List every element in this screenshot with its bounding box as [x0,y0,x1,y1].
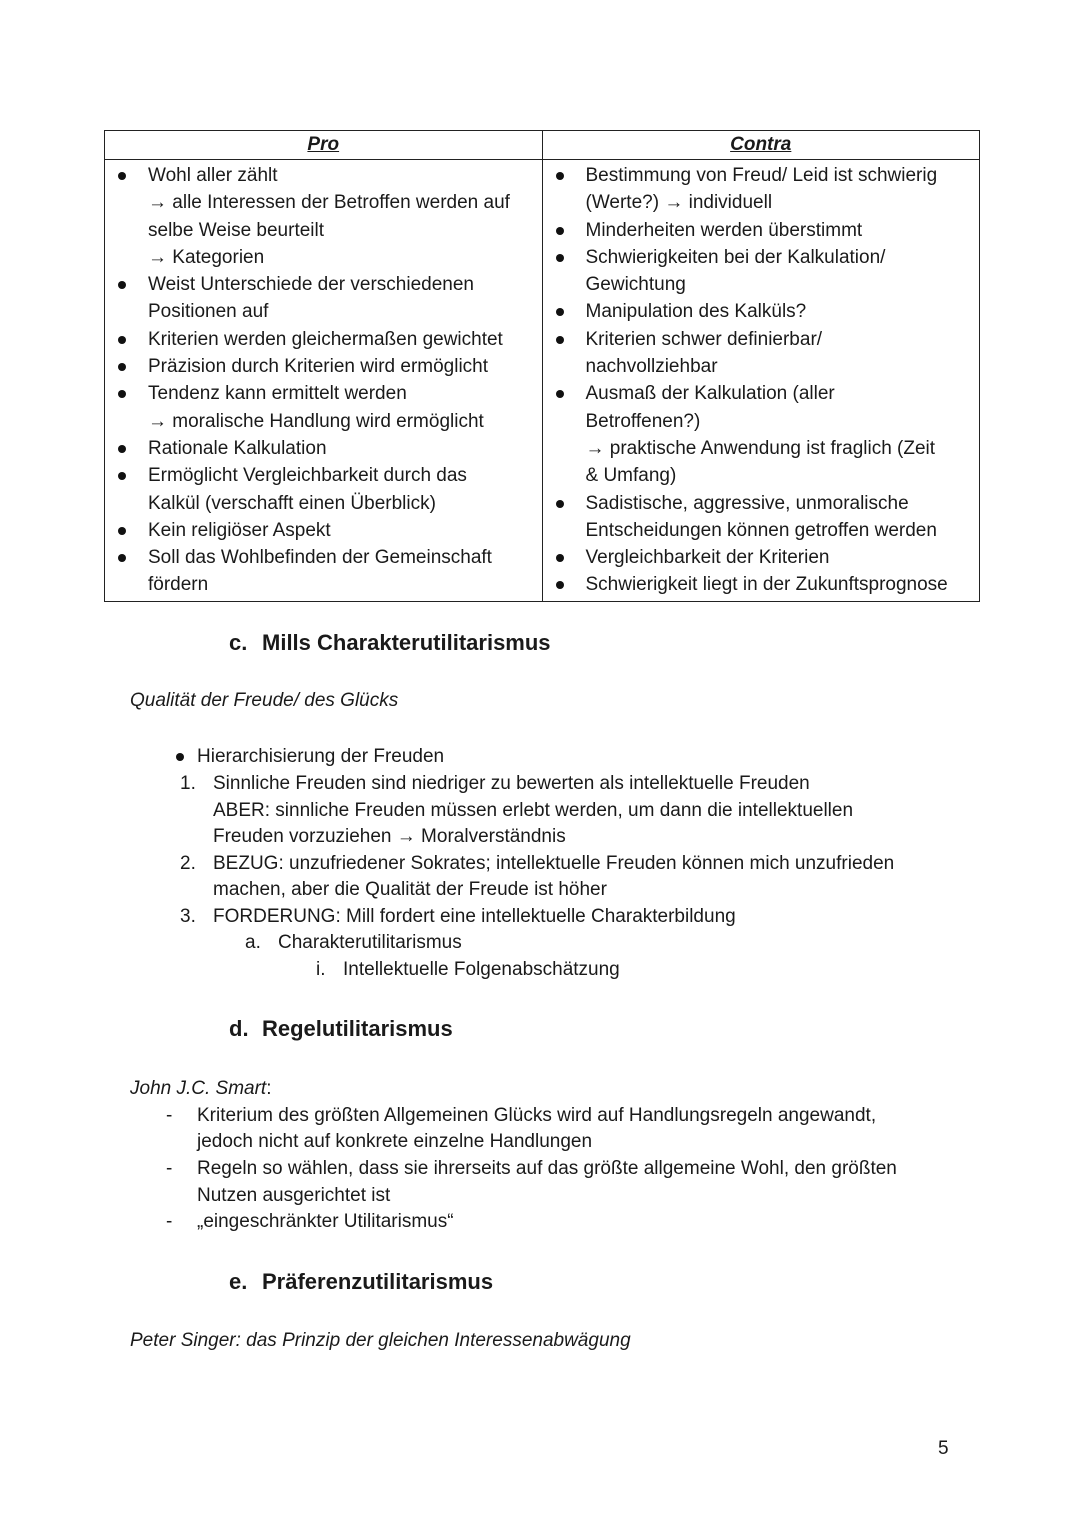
dash-2: - [166,1158,173,1179]
section-d-label: d. [229,1016,249,1041]
contra-header: Contra [542,131,980,160]
page-number: 5 [938,1438,949,1459]
d-item-3-line-1: „eingeschränkter Utilitarismus“ [197,1211,454,1232]
pro-item [105,435,542,462]
item-i-text: Intellektuelle Folgenabschätzung [343,959,620,980]
list-number-3: 3. [180,906,196,927]
d-item-2-line-1: Regeln so wählen, dass sie ihrerseits auf das größte allgemeine Wohl, den größten [197,1158,897,1179]
item-3-line-1: FORDERUNG: Mill fordert eine intellektuelle Charakterbildung [213,906,736,927]
section-d-title: Regelutilitarismus [262,1016,453,1041]
contra-item [543,490,980,545]
contra-item-line: Gewichtung [585,274,686,296]
pro-item [105,517,542,544]
author-colon: : [266,1078,272,1099]
contra-item-line: Bestimmung von Freud/ Leid ist schwierig [585,165,938,186]
pro-item-line: → moralische Handlung wird ermöglicht [148,410,484,432]
contra-item-line: Schwierigkeiten bei der Kalkulation/ [585,246,886,268]
section-e-title: Präferenzutilitarismus [262,1269,494,1294]
pro-header: Pro [105,131,543,160]
item-a-text: Charakterutilitarismus [278,932,462,953]
contra-item [543,380,980,489]
contra-list [543,162,980,599]
contra-item-line: Betroffenen?) [585,410,701,432]
contra-item-line: Sadistische, aggressive, unmoralische [585,492,909,514]
contra-item [543,544,980,571]
pro-contra-table [104,130,980,602]
pro-item-line: → Kategorien [148,246,265,268]
pro-item-line: Tendenz kann ermittelt werden [148,383,407,405]
d-item-1-line-2: jedoch nicht auf konkrete einzelne Handlungen [197,1131,593,1152]
pro-item-line: Soll das Wohlbefinden der Gemeinschaft [148,547,492,569]
contra-item-line: Vergleichbarkeit der Kriterien [585,547,830,569]
contra-item-line: Entscheidungen können getroffen werden [585,519,937,541]
item-1-line-2: ABER: sinnliche Freuden müssen erlebt werden, um dann die intellektuellen [213,800,854,821]
contra-item-line: Schwierigkeit liegt in der Zukunftsprognose [585,574,948,596]
contra-item-line: Kriterien schwer definierbar/ [585,328,823,350]
list-letter-a: a. [245,932,261,953]
contra-item-line: → praktische Anwendung ist fraglich (Zeit [585,437,936,459]
pro-item-line: Weist Unterschiede der verschiedenen [148,274,474,296]
section-c-title: Mills Charakterutilitarismus [262,630,551,655]
section-c-label: c. [229,630,248,655]
pro-item-line: → alle Interessen der Betroffen werden auf [148,192,510,214]
dash-3: - [166,1211,173,1232]
list-roman-i: i. [316,959,326,980]
contra-item-line: & Umfang) [585,465,677,487]
pro-item-line: Rationale Kalkulation [148,437,327,459]
pro-list [105,162,542,599]
pro-item-line: Kalkül (verschafft einen Überblick) [148,492,436,514]
pro-item-line: selbe Weise beurteilt [148,219,325,241]
d-item-2-line-2: Nutzen ausgerichtet ist [197,1185,391,1206]
section-e-subtitle: Peter Singer: das Prinzip der gleichen Interessenabwägung [130,1330,631,1351]
pro-item [105,271,542,326]
contra-item-line: (Werte?) → individuell [585,192,773,214]
pro-column [105,160,543,602]
section-d-author: John J.C. Smart [130,1078,267,1099]
contra-item-line: Manipulation des Kalküls? [585,301,807,323]
hierarchy-bullet-text: Hierarchisierung der Freuden [197,746,445,767]
contra-item-line: Minderheiten werden überstimmt [585,219,863,241]
pro-item [105,326,542,353]
pro-item [105,544,542,599]
contra-item [543,298,980,325]
contra-item [543,162,980,217]
pro-item [105,353,542,380]
pro-item-line: Präzision durch Kriterien wird ermöglicht [148,356,489,378]
pro-item [105,380,542,435]
section-c-subtitle: Qualität der Freude/ des Glücks [130,690,399,711]
contra-item-line: Ausmaß der Kalkulation (aller [585,383,835,405]
pro-item [105,162,542,271]
section-e-label: e. [229,1269,248,1294]
bullet-dot [176,753,184,761]
pro-item-line: fördern [148,574,209,596]
contra-item [543,217,980,244]
dash-1: - [166,1105,173,1126]
pro-item-line: Wohl aller zählt [148,165,278,186]
contra-column [542,160,980,602]
contra-item [543,326,980,381]
section-c-heading [229,630,551,656]
list-number-1: 1. [180,773,196,794]
list-number-2: 2. [180,853,196,874]
pro-item-line: Kein religiöser Aspekt [148,519,331,541]
pro-item-line: Kriterien werden gleichermaßen gewichtet [148,328,503,350]
contra-item [543,571,980,598]
contra-item-line: nachvollziehbar [585,356,718,378]
contra-item [543,244,980,299]
item-1-line-1: Sinnliche Freuden sind niedriger zu bewerten als intellektuelle Freuden [213,773,810,794]
section-d-author-line [130,1075,272,1102]
section-d-heading [229,1016,453,1042]
pro-item [105,462,542,517]
section-e-heading [229,1269,493,1295]
item-1-line-3: Freuden vorzuziehen → Moralverständnis [213,826,566,847]
pro-item-line: Ermöglicht Vergleichbarkeit durch das [148,465,467,487]
d-item-1-line-1: Kriterium des größten Allgemeinen Glücks wird auf Handlungsregeln angewandt, [197,1105,877,1126]
pro-item-line: Positionen auf [148,301,269,323]
item-2-line-1: BEZUG: unzufriedener Sokrates; intellektuelle Freuden können mich unzufrieden [213,853,895,874]
item-2-line-2: machen, aber die Qualität der Freude ist höher [213,879,607,900]
